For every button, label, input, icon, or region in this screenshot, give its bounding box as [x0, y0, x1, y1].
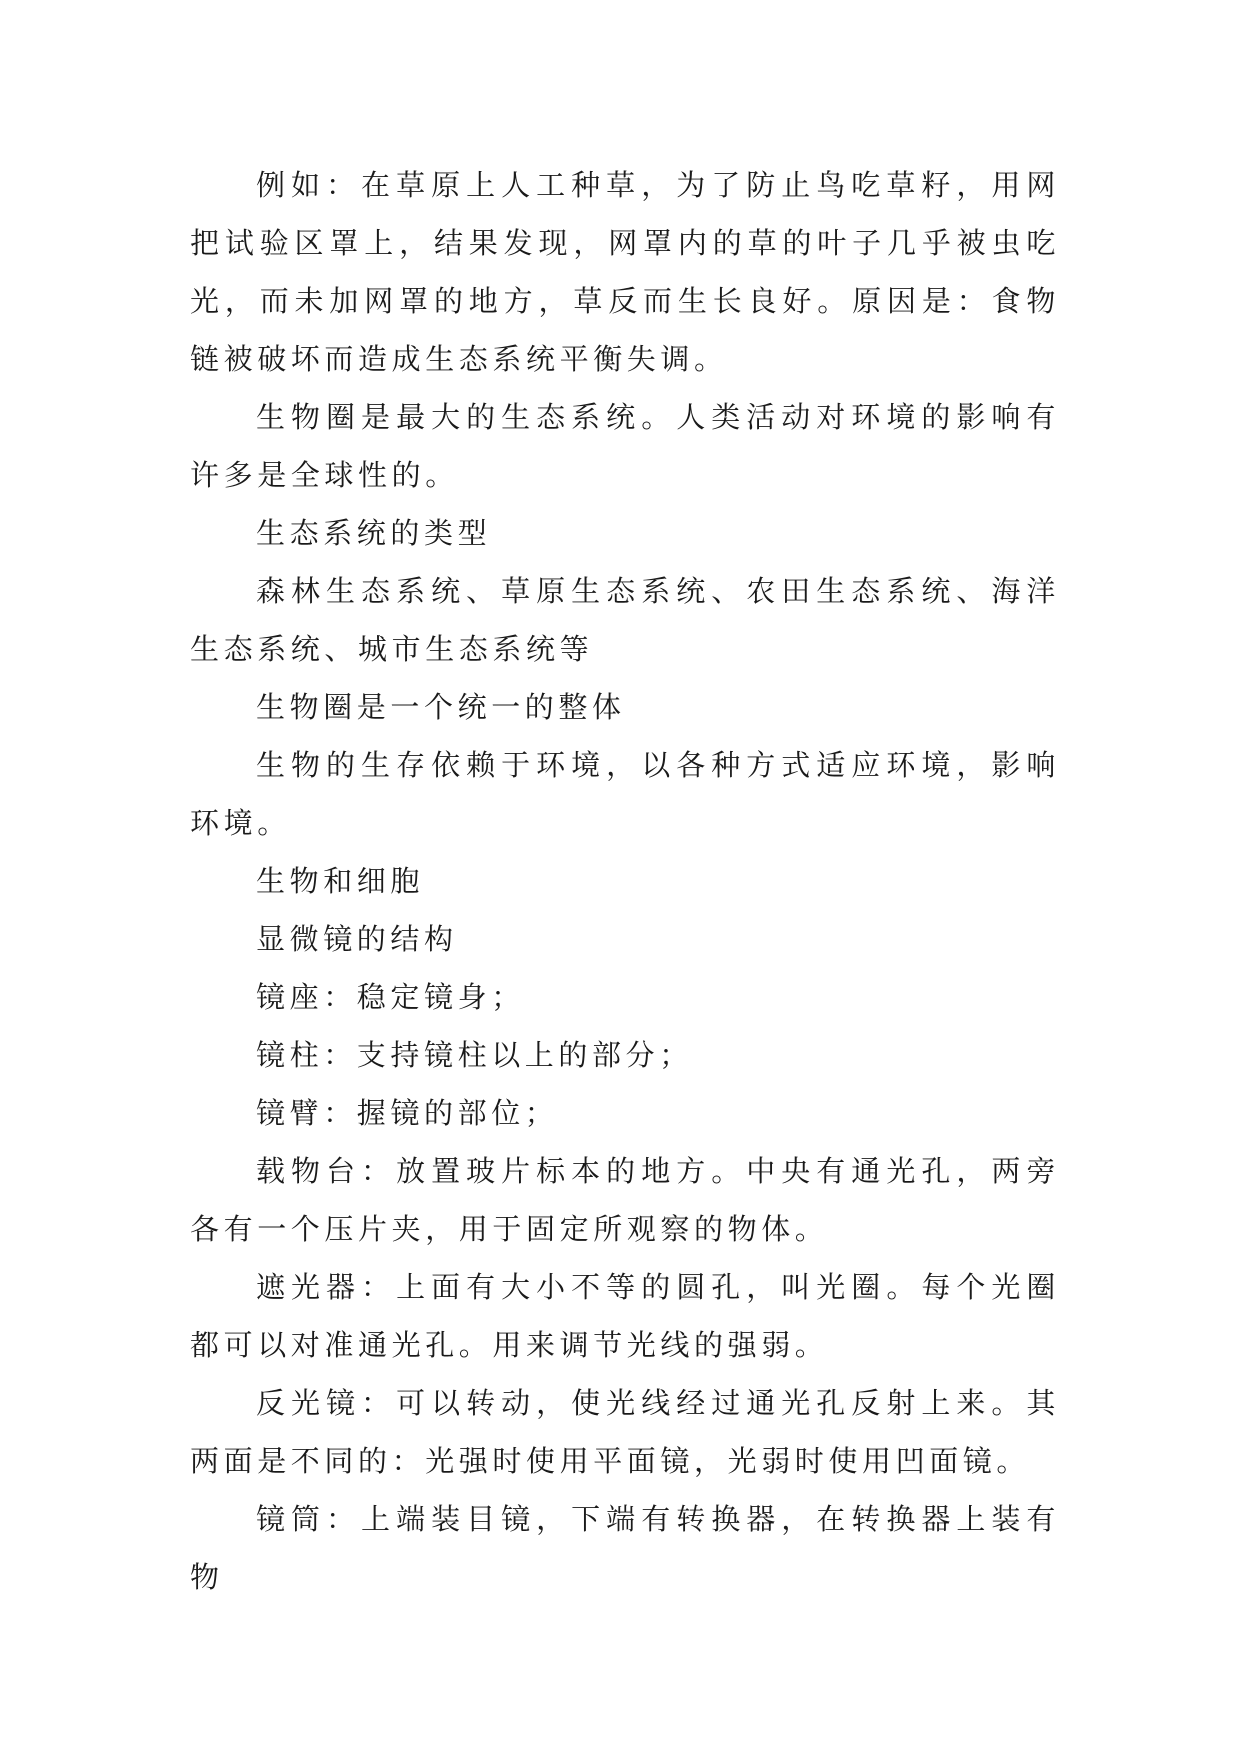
item-reflector: 反光镜：可以转动，使光线经过通光孔反射上来。其两面是不同的：光强时使用平面镜，光弱时使用凹面镜。 — [190, 1386, 1060, 1478]
item-mirror-pillar: 镜柱：支持镜柱以上的部分； — [256, 1038, 693, 1072]
heading-ecosystem-types: 生态系统的类型 — [256, 516, 492, 550]
heading-biosphere-whole: 生物圈是一个统一的整体 — [256, 690, 626, 724]
heading-organisms-cells: 生物和细胞 — [256, 864, 425, 898]
item-stage: 载物台：放置玻片标本的地方。中央有通光孔，两旁各有一个压片夹，用于固定所观察的物体。 — [190, 1154, 1060, 1246]
paragraph-food-chain-example: 例如：在草原上人工种草，为了防止鸟吃草籽，用网把试验区罩上，结果发现，网罩内的草的叶子几乎被虫吃光，而未加网罩的地方，草反而生长良好。原因是：食物链被破坏而造成生态系统平衡失调。 — [190, 168, 1060, 376]
paragraph-ecosystem-list: 森林生态系统、草原生态系统、农田生态系统、海洋生态系统、城市生态系统等 — [190, 574, 1060, 666]
heading-microscope-structure: 显微镜的结构 — [256, 922, 458, 956]
paragraph-biosphere-largest: 生物圈是最大的生态系统。人类活动对环境的影响有许多是全球性的。 — [190, 400, 1060, 492]
item-tube: 镜筒：上端装目镜，下端有转换器，在转换器上装有物 — [190, 1502, 1060, 1594]
document-page — [190, 156, 1060, 1606]
item-diaphragm: 遮光器：上面有大小不等的圆孔，叫光圈。每个光圈都可以对准通光孔。用来调节光线的强弱。 — [190, 1270, 1060, 1362]
item-mirror-base: 镜座：稳定镜身； — [256, 980, 525, 1014]
item-mirror-arm: 镜臂：握镜的部位； — [256, 1096, 559, 1130]
paragraph-organisms-environment: 生物的生存依赖于环境，以各种方式适应环境，影响环境。 — [190, 748, 1060, 840]
